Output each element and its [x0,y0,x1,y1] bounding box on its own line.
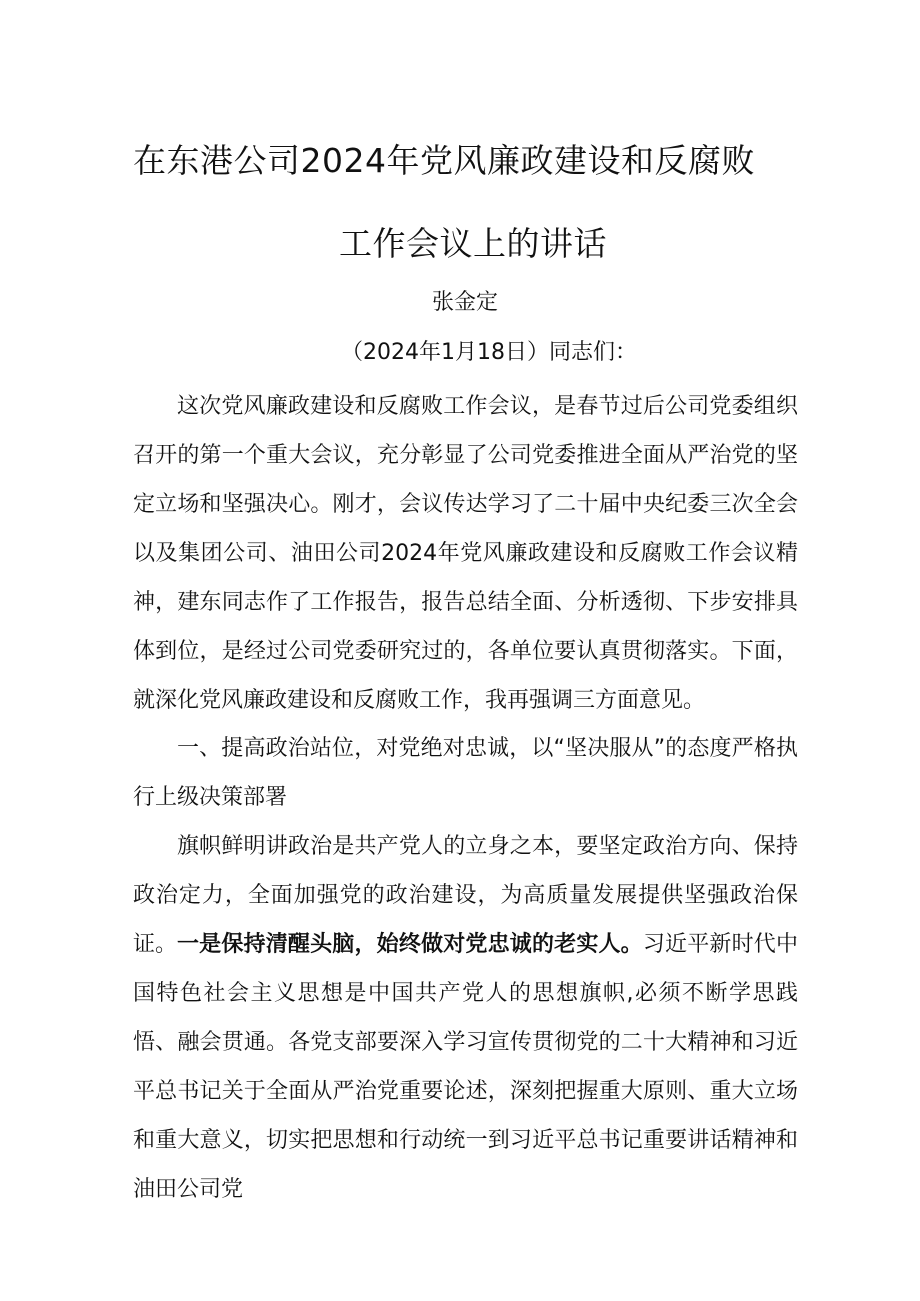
paragraph-opening: 这次党风廉政建设和反腐败工作会议，是春节过后公司党委组织召开的第一个重大会议，充分彰显了公司党委推进全面从严治党的坚定立场和坚强决心。刚才，会议传达学习了二十届中央纪委三次全会以及集团公司、油田公司2024年党风廉政建设和反腐败工作会议精神，建东同志作了工作报告，报告总结全面、分析透彻、下步安排具体到位，是经过公司党委研究过的，各单位要认真贯彻落实。下面，就深化党风廉政建设和反腐败工作，我再强调三方面意见。 [133,394,798,713]
date-salutation: （2024年1月18日）同志们： [341,340,637,365]
document-title-line-2: 工作会议上的讲话 [339,224,607,263]
document-title-line-1: 在东港公司2024年党风廉政建设和反腐败 [133,141,755,180]
point-one-lead: 一是保持清醒头脑，始终做对党忠诚的老实人。 [177,932,643,957]
section-heading-1: 一、提高政治站位，对党绝对忠诚，以“坚决服从”的态度严格执行上级决策部署 [133,736,798,810]
author-name: 张金定 [432,290,499,315]
point-one-text: 习近平新时代中国特色社会主义思想是中国共产党人的思想旗帜,必须不断学思践悟、融会贯通。各党支部要深入学习宣传贯彻党的二十大精神和习近平总书记关于全面从严治党重要论述，深刻把握重大原则、重大立场和重大意义，切实把思想和行动统一到习近平总书记重要讲话精神和油田公司党 [133,932,798,1202]
paragraph-point-one [133,920,798,1214]
paragraph-political: 旗帜鲜明讲政治是共产党人的立身之本，要坚定政治方向、保持政治定力，全面加强党的政治建设，为高质量发展提供坚强政治保证。 [133,834,798,957]
